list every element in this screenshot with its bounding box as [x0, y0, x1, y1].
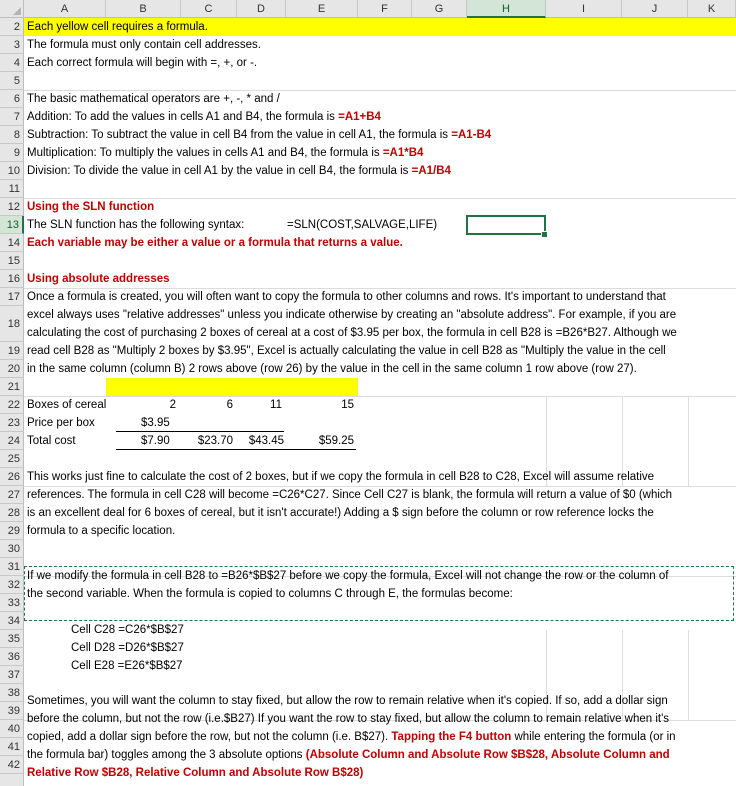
paragraph-line: Sometimes, you will want the column to stay fixed, but allow the row to remain relative when it's copied. If so, add a dollar sign — [27, 695, 668, 707]
paragraph-line: This works just fine to calculate the cost of 2 boxes, but if we copy the formula in cell B28 to C28, Excel will assume relative — [27, 471, 655, 483]
row-header[interactable]: 30 — [0, 540, 24, 558]
division-line — [24, 162, 451, 180]
subtraction-text: Subtraction: To subtract the value in cell B4 from the value in cell A1, the formula is — [27, 129, 452, 141]
row-header[interactable]: 7 — [0, 108, 24, 126]
label-boxes-of-cereal: Boxes of cereal — [27, 399, 107, 411]
row-header[interactable]: 36 — [0, 648, 24, 666]
paragraph-line: read cell B28 as "Multiply 2 boxes by $3.95", Excel is actually calculating the value in cell B28 as "Multiply the value in the cell — [27, 345, 666, 357]
row-header[interactable]: 9 — [0, 144, 24, 162]
row-header[interactable]: 11 — [0, 180, 24, 198]
row-header[interactable]: 18 — [0, 306, 24, 342]
formula-c28: Cell C28 =C26*$B$27 — [71, 624, 184, 636]
intro-line-3: The formula must only contain cell addresses. — [27, 39, 261, 51]
row-header[interactable]: 12 — [0, 198, 24, 216]
yellow-formula-cells-row-21[interactable] — [106, 378, 358, 396]
modify-paragraph — [24, 567, 734, 603]
boxes-c[interactable]: 6 — [226, 399, 233, 411]
paragraph-line: the second variable. When the formula is copied to columns C through E, the formulas become: — [27, 588, 513, 600]
row-header[interactable]: 22 — [0, 396, 24, 414]
paragraph-line: excel always uses "relative addresses" unless you indicate otherwise by creating an "absolute address". For example, if you are — [27, 309, 677, 321]
row-header[interactable]: 2 — [0, 18, 24, 36]
boxes-d[interactable]: 11 — [270, 399, 282, 411]
row-header[interactable]: 29 — [0, 522, 24, 540]
total-d[interactable]: $43.45 — [248, 435, 284, 447]
subtraction-formula: =A1-B4 — [451, 129, 492, 141]
row-header[interactable]: 37 — [0, 666, 24, 684]
column-header-k[interactable]: K — [688, 0, 736, 18]
price-b[interactable]: $3.95 — [141, 417, 170, 429]
row-header[interactable]: 19 — [0, 342, 24, 360]
paragraph-line: in the same column (column B) 2 rows above (row 26) by the value in the cell in the same column 1 row above (row 27). — [27, 363, 637, 375]
formula-e28: Cell E28 =E26*$B$27 — [71, 660, 183, 672]
column-header-g[interactable]: G — [412, 0, 467, 18]
column-header-d[interactable]: D — [237, 0, 286, 18]
total-b[interactable]: $7.90 — [141, 435, 170, 447]
line40-text: copied, add a dollar sign before the row, but not the column (i.e. B$27). — [27, 731, 392, 743]
multiplication-line — [24, 144, 423, 162]
row-header[interactable]: 14 — [0, 234, 24, 252]
row-header[interactable]: 38 — [0, 684, 24, 702]
absolute-options-2: Relative Row $B28, Relative Column and Absolute Row B$28) — [27, 767, 364, 779]
column-header-f[interactable]: F — [358, 0, 412, 18]
row-header[interactable]: 28 — [0, 504, 24, 522]
paragraph-line — [27, 746, 734, 764]
row-header[interactable]: 3 — [0, 36, 24, 54]
row-header[interactable]: 10 — [0, 162, 24, 180]
intro-line-2: Each yellow cell requires a formula. — [27, 21, 208, 33]
absolute-heading: Using absolute addresses — [27, 273, 170, 285]
addition-formula: =A1+B4 — [338, 111, 381, 123]
active-cell-selection[interactable] — [466, 215, 546, 235]
column-header-h[interactable]: H — [467, 0, 546, 18]
underline-row-24 — [116, 449, 356, 450]
paragraph-line: references. The formula in cell C28 will become =C26*C27. Since Cell C27 is blank, the formula will return a value of $0 (which — [27, 489, 673, 501]
row-header[interactable]: 16 — [0, 270, 24, 288]
row-header[interactable]: 25 — [0, 450, 24, 468]
paragraph-line: before the column, but not the row (i.e.$B27) If you want the row to stay fixed, but allow the column to remain relative when it's — [27, 713, 670, 725]
sln-note: Each variable may be either a value or a formula that returns a value. — [27, 237, 403, 249]
operators-heading: The basic mathematical operators are +, -, * and / — [27, 93, 280, 105]
row-header[interactable]: 33 — [0, 594, 24, 612]
sln-syntax-label: The SLN function has the following syntax: — [27, 219, 245, 231]
division-text: Division: To divide the value in cell A1 by the value in cell B4, the formula is — [27, 165, 412, 177]
sln-heading: Using the SLN function — [27, 201, 155, 213]
formula-d28: Cell D28 =D26*$B$27 — [71, 642, 184, 654]
row-header[interactable]: 6 — [0, 90, 24, 108]
boxes-e[interactable]: 15 — [341, 399, 354, 411]
paragraph-line: is an excellent deal for 6 boxes of cereal, but it isn't accurate!) Adding a $ sign before the column or row reference locks the — [27, 507, 654, 519]
sln-syntax: =SLN(COST,SALVAGE,LIFE) — [287, 219, 438, 231]
paragraph-line: If we modify the formula in cell B28 to =B26*$B$27 before we copy the formula, Excel will not change the row or the column of — [27, 570, 669, 582]
row-header[interactable]: 15 — [0, 252, 24, 270]
row-header[interactable]: 39 — [0, 702, 24, 720]
paragraph-line: formula to a specific location. — [27, 525, 176, 537]
absolute-options-1: (Absolute Column and Absolute Row $B$28, Absolute Column and — [305, 749, 670, 761]
f4-tip: Tapping the F4 button — [391, 731, 512, 743]
line41-text: the formula bar) toggles among the 3 absolute options — [27, 749, 306, 761]
row-header[interactable]: 20 — [0, 360, 24, 378]
paragraph-line: calculating the cost of purchasing 2 boxes of cereal at a cost of $3.95 per box, the formula in cell B28 is =B26*B27. Although we — [27, 327, 677, 339]
line40-end: while entering the formula (or in — [511, 731, 676, 743]
row-header[interactable]: 35 — [0, 630, 24, 648]
absolute-paragraph — [24, 288, 734, 378]
row-header[interactable]: 4 — [0, 54, 24, 72]
paragraph-line — [27, 728, 734, 746]
select-all-corner[interactable] — [0, 0, 24, 18]
label-price-per-box: Price per box — [27, 417, 95, 429]
mixed-reference-paragraph — [24, 692, 734, 782]
total-e[interactable]: $59.25 — [318, 435, 354, 447]
column-header-a[interactable]: A — [24, 0, 106, 18]
column-header-j[interactable]: J — [622, 0, 688, 18]
row-header[interactable] — [0, 774, 24, 786]
row-header[interactable]: 5 — [0, 72, 24, 90]
row-header[interactable]: 40 — [0, 720, 24, 738]
row-header[interactable]: 31 — [0, 558, 24, 576]
column-header-c[interactable]: C — [181, 0, 237, 18]
row-header[interactable]: 42 — [0, 756, 24, 774]
column-header-b[interactable]: B — [106, 0, 181, 18]
fill-handle[interactable] — [541, 231, 548, 238]
paragraph-line: Once a formula is created, you will often want to copy the formula to other columns and rows. It's important to understand that — [27, 291, 666, 303]
row-header[interactable]: 32 — [0, 576, 24, 594]
multiplication-formula: =A1*B4 — [382, 147, 424, 159]
row-header[interactable]: 13 — [0, 216, 24, 234]
addition-line — [24, 108, 381, 126]
division-formula: =A1/B4 — [411, 165, 451, 177]
row-header[interactable]: 26 — [0, 468, 24, 486]
multiplication-text: Multiplication: To multiply the values in cells A1 and B4, the formula is — [27, 147, 383, 159]
total-c[interactable]: $23.70 — [197, 435, 233, 447]
row-header[interactable]: 34 — [0, 612, 24, 630]
boxes-b[interactable]: 2 — [169, 399, 176, 411]
row-header[interactable]: 27 — [0, 486, 24, 504]
row-header[interactable]: 24 — [0, 432, 24, 450]
row-header[interactable]: 23 — [0, 414, 24, 432]
intro-line-4: Each correct formula will begin with =, +, or -. — [27, 57, 258, 69]
label-total-cost: Total cost — [27, 435, 76, 447]
column-header-e[interactable]: E — [286, 0, 358, 18]
addition-text: Addition: To add the values in cells A1 and B4, the formula is — [27, 111, 339, 123]
row-header[interactable]: 17 — [0, 288, 24, 306]
row-header[interactable]: 21 — [0, 378, 24, 396]
column-header-i[interactable]: I — [546, 0, 622, 18]
row-header[interactable]: 8 — [0, 126, 24, 144]
relative-paragraph — [24, 468, 734, 540]
subtraction-line — [24, 126, 491, 144]
row-header[interactable]: 41 — [0, 738, 24, 756]
